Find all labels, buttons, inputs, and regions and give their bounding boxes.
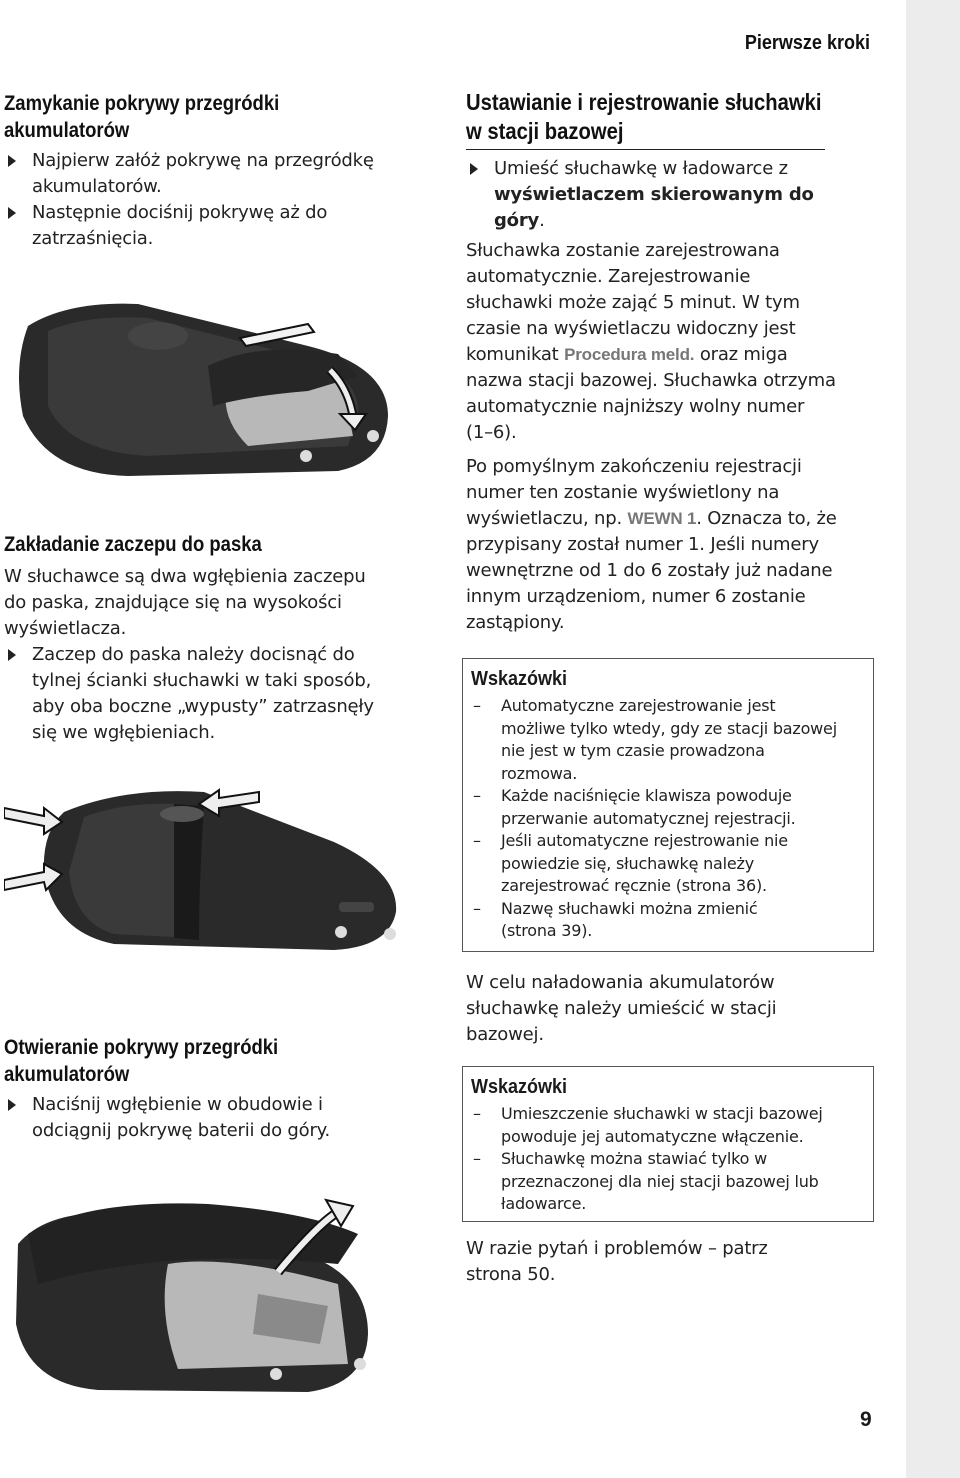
step-arrow-icon	[8, 1099, 16, 1111]
tip-item: – Każde naciśnięcie klawisza powoduje przerwanie automatycznej rejestracji.	[473, 786, 796, 828]
paragraph: Słuchawka zostanie zarejestrowana automatycznie. Zarejestrowanie słuchawki może zająć 5 minut. W tym czasie na wyświetlaczu widoczny jest komunikat Procedura meld. oraz miga nazwa stacji bazowej. Słuchawka otrzyma automatycznie najniższy wolny numer (1–6).	[466, 240, 836, 443]
tip-item: – Automatyczne zarejestrowanie jest możliwe tylko wtedy, gdy ze stacji bazowej nie jest w tym czasie prowadzona rozmowa.	[473, 696, 837, 783]
paragraph-charging: W celu naładowania akumulatorów słuchawkę należy umieścić w stacji bazowej.	[466, 972, 777, 1045]
section-open-battery-cover	[4, 1034, 404, 1144]
instruction-step: Najpierw załóż pokrywę na przegródkę akumulatorów.	[4, 148, 404, 200]
page-number: 9	[860, 1408, 872, 1431]
section-title: Ustawianie i rejestrowanie słuchawki w stacji bazowej	[466, 88, 825, 150]
tips-title: Wskazówki	[471, 668, 568, 690]
illustration-belt-clip	[4, 772, 404, 962]
section-title: Zakładanie zaczepu do paska	[4, 533, 262, 556]
page-side-band	[906, 0, 960, 1478]
section-title: Zamykanie pokrywy przegródki akumulatorów	[4, 92, 280, 142]
instruction-step: Naciśnij wgłębienie w obudowie i odciągnij pokrywę baterii do góry.	[4, 1092, 404, 1144]
tips-box	[462, 1066, 874, 1222]
illustration-open-cover	[8, 1194, 398, 1404]
instruction-step: Następnie dociśnij pokrywę aż do zatrzaśnięcia.	[4, 200, 404, 252]
step-arrow-icon	[8, 207, 16, 219]
section-close-battery-cover	[4, 90, 404, 252]
instruction-step: Zaczep do paska należy docisnąć do tylnej ścianki słuchawki w taki sposób, aby oba boczne „wypusty” zatrzasnęły się we wgłębieniach.	[4, 642, 404, 746]
instruction-step: Umieść słuchawkę w ładowarce z wyświetlaczem skierowanym do góry.	[466, 156, 874, 234]
step-arrow-icon	[8, 649, 16, 661]
tips-title: Wskazówki	[471, 1076, 568, 1098]
display-message: Procedura meld.	[564, 345, 695, 364]
section-title: Otwieranie pokrywy przegródki akumulatorów	[4, 1036, 279, 1086]
tips-box	[462, 658, 874, 952]
paragraph: W słuchawce są dwa wgłębienia zaczepu do paska, znajdujące się na wysokości wyświetlacza.	[4, 566, 366, 639]
display-message: WEWN 1	[627, 509, 697, 528]
section-register-handset	[466, 88, 874, 636]
tip-item: – Słuchawkę można stawiać tylko w przeznaczonej dla niej stacji bazowej lub ładowarce.	[473, 1149, 819, 1213]
illustration-close-cover	[8, 296, 400, 496]
section-belt-clip	[4, 531, 404, 746]
paragraph-help: W razie pytań i problemów – patrz strona 50.	[466, 1238, 768, 1285]
running-header: Pierwsze kroki	[744, 32, 870, 54]
tip-item: – Umieszczenie słuchawki w stacji bazowej powoduje jej automatyczne włączenie.	[473, 1104, 823, 1146]
tip-item: – Jeśli automatyczne rejestrowanie nie powiedzie się, słuchawkę należy zarejestrować ręcznie (strona 36).	[473, 831, 788, 895]
step-arrow-icon	[470, 163, 478, 175]
paragraph: Po pomyślnym zakończeniu rejestracji numer ten zostanie wyświetlony na wyświetlaczu, np. WEWN 1. Oznacza to, że przypisany został numer 1. Jeśli numery wewnętrzne od 1 do 6 zostały już nadane innym urządzeniom, numer 6 zostanie zastąpiony.	[466, 456, 837, 633]
step-arrow-icon	[8, 155, 16, 167]
tip-item: – Nazwę słuchawki można zmienić (strona 39).	[473, 898, 758, 940]
